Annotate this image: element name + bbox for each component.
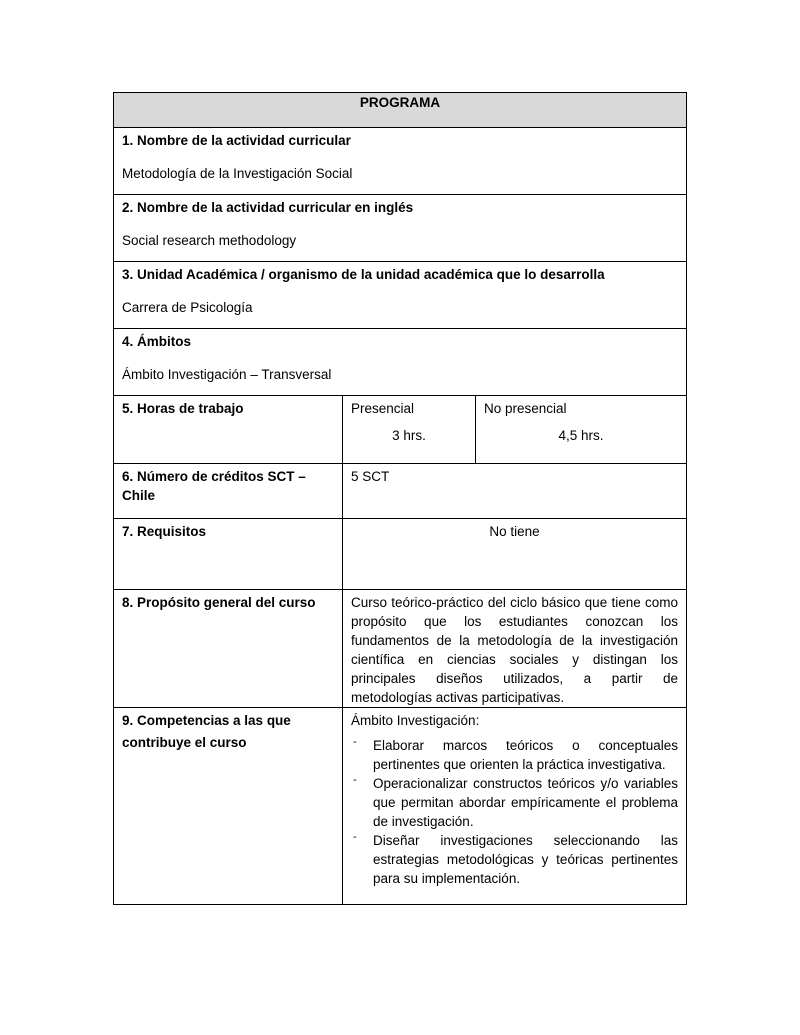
- section-title-cont: contribuye el curso: [122, 735, 247, 750]
- section-label-cell: [114, 519, 343, 590]
- list-item-text: Elaborar marcos teóricos o conceptuales pertinentes que orienten la práctica investigativa.: [373, 738, 679, 772]
- section-row-6: [114, 464, 687, 519]
- table-header-row: [114, 93, 687, 128]
- section-row-4: [114, 329, 687, 396]
- presencial-label: Presencial: [351, 401, 415, 416]
- section-title: 9. Competencias a las que: [122, 713, 291, 728]
- section-cell: [114, 262, 687, 329]
- section-title: 8. Propósito general del curso: [122, 595, 316, 610]
- dash-bullet-icon: ‐: [353, 831, 357, 843]
- list-item: [351, 736, 678, 774]
- list-item-text: Operacionalizar constructos teóricos y/o variables que permitan abordar empíricamente el problema de investigación.: [373, 776, 679, 829]
- section-value-cell: [343, 519, 687, 590]
- no-presencial-cell: [476, 396, 687, 464]
- section-cell: [114, 329, 687, 396]
- no-presencial-value: 4,5 hrs.: [558, 428, 604, 443]
- section-label-cell: [114, 396, 343, 464]
- section-value: Metodología de la Investigación Social: [122, 166, 353, 181]
- section-row-3: [114, 262, 687, 329]
- section-row-2: [114, 195, 687, 262]
- section-title: 5. Horas de trabajo: [122, 401, 244, 416]
- section-label-cell: [114, 464, 343, 519]
- presencial-cell: [343, 396, 476, 464]
- section-value-cell: [343, 708, 687, 905]
- list-item: [351, 831, 678, 888]
- section-value-cell: [343, 590, 687, 708]
- section-title: 1. Nombre de la actividad curricular: [122, 133, 351, 148]
- section-title: 7. Requisitos: [122, 524, 207, 539]
- section-value-cell: [343, 464, 687, 519]
- competencias-list: [351, 736, 678, 888]
- section-value: Curso teórico-práctico del ciclo básico que tiene como propósito que los estudiantes conozcan los fundamentos de la metodología de la investigación científica en ciencias sociales y distingan los principales diseños utilizados, a partir de metodologías activas participativas.: [351, 595, 679, 705]
- dash-bullet-icon: ‐: [353, 736, 357, 748]
- section-value: 5 SCT: [351, 469, 390, 484]
- section-label-cell: [114, 590, 343, 708]
- section-row-1: [114, 128, 687, 195]
- section-row-9: [114, 708, 687, 905]
- section-row-5: [114, 396, 687, 464]
- programa-table: [113, 92, 687, 905]
- section-cell: [114, 128, 687, 195]
- dash-bullet-icon: ‐: [353, 774, 357, 786]
- presencial-value: 3 hrs.: [392, 428, 426, 443]
- list-item-text: Diseñar investigaciones seleccionando las estrategias metodológicas y teóricas pertinentes para su implementación.: [373, 833, 679, 886]
- section-row-8: [114, 590, 687, 708]
- competencias-heading: Ámbito Investigación:: [351, 713, 480, 728]
- section-value: Social research methodology: [122, 233, 297, 248]
- no-presencial-label: No presencial: [484, 401, 567, 416]
- section-cell: [114, 195, 687, 262]
- section-value: Ámbito Investigación – Transversal: [122, 367, 332, 382]
- section-value: Carrera de Psicología: [122, 300, 253, 315]
- table-title: PROGRAMA: [114, 93, 687, 128]
- section-title: 2. Nombre de la actividad curricular en inglés: [122, 200, 414, 215]
- section-label-cell: [114, 708, 343, 905]
- section-row-7: [114, 519, 687, 590]
- section-title: 6. Número de créditos SCT –: [122, 469, 306, 484]
- section-title-cont: Chile: [122, 488, 156, 503]
- section-value: No tiene: [489, 524, 540, 539]
- section-title: 3. Unidad Académica / organismo de la unidad académica que lo desarrolla: [122, 267, 605, 282]
- section-title: 4. Ámbitos: [122, 334, 192, 349]
- list-item: [351, 774, 678, 831]
